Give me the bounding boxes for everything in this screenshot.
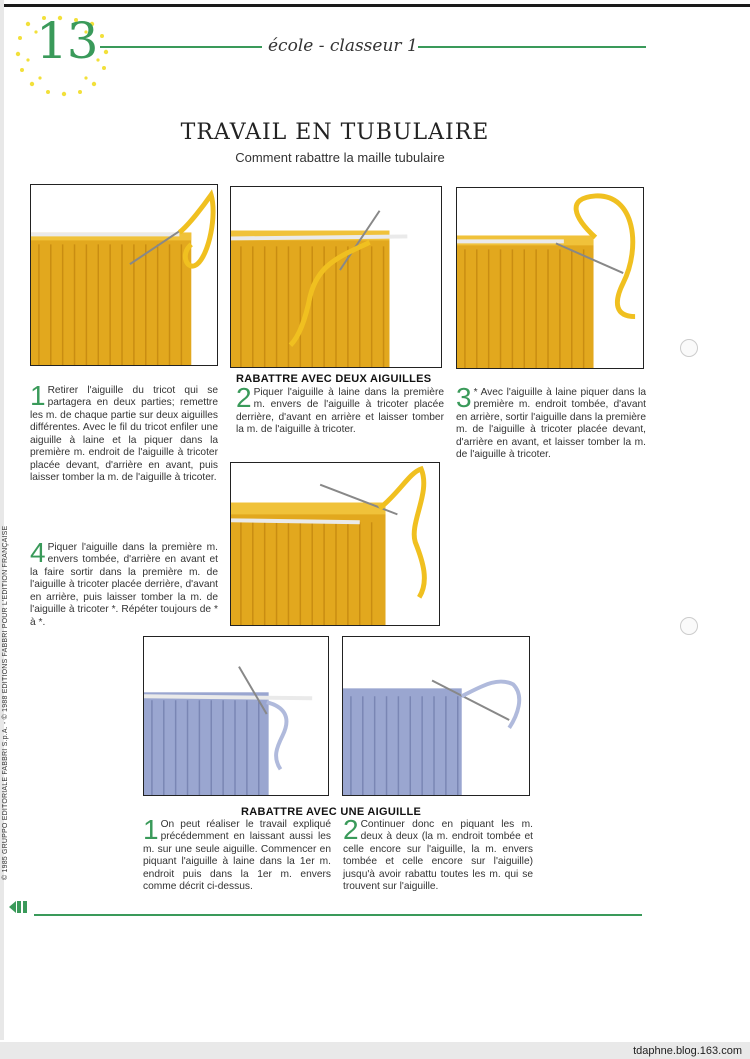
copyright-notice: © 1985 GRUPPO EDITORIALE FABBRI S.p.A. - © 1988 EDITIONS FABBRI POUR L'EDITION FRANÇAISE: [2, 525, 9, 880]
photo-step-4: [230, 462, 440, 626]
step-text: Continuer donc en piquant les m. deux à deux (la m. endroit tombée et celle encore sur l'aiguille, la m. envers tombée et celle encore sur l'aiguille) jusqu'à avoir rabattu toutes les m. qui se trouvent sur l'aiguille.: [343, 819, 533, 893]
step-1-one-needle: [143, 814, 331, 894]
step-number: 2: [236, 382, 252, 413]
heading-one-needle: RABATTRE AVEC UNE AIGUILLE: [241, 806, 422, 818]
binder-hole: [680, 617, 698, 635]
step-text: Piquer l'aiguille dans la première m. envers tombée, d'arrière en avant et la faire sortir dans la première m. de l'aiguille à tricoter placée derrière, d'avant en arrière, puis laisser tomber la m. de l'aiguille à tricoter *. Répéter toujours de * à *.: [30, 542, 218, 628]
page-subtitle: Comment rabattre la maille tubulaire: [235, 150, 445, 165]
photo-step-3: [456, 187, 644, 369]
step-text: On peut réaliser le travail expliqué précédemment en laissant aussi les m. sur une seule aiguille. Commencer en piquant l'aiguille à laine dans la 1er m. endroit puis dans la 1er m. envers comme décrit ci-dessus.: [143, 819, 331, 893]
step-number: 1: [143, 814, 159, 845]
heading-two-needles: RABATTRE AVEC DEUX AIGUILLES: [236, 373, 432, 385]
watermark: tdaphne.blog.163.com: [633, 1045, 742, 1057]
step-3-two-needles: [456, 382, 646, 462]
step-text: * Avec l'aiguille à laine piquer dans la première m. endroit tombée, d'avant en arrière, sortir l'aiguille dans la première m. de l'aiguille à tricoter placée devant, d'arrière en avant, et laisser tomber la m. de l'aiguille à tricoter.: [456, 387, 646, 461]
step-2-two-needles: [236, 382, 444, 437]
photo-step-2: [230, 186, 442, 368]
step-number: 2: [343, 814, 359, 845]
section-title: école - classeur 1: [268, 36, 418, 56]
step-number: 1: [30, 380, 46, 411]
step-text: Piquer l'aiguille à laine dans la première m. envers de l'aiguille à tricoter placée derrière, d'avant en arrière et laisser tomber la m. de l'aiguille à tricoter.: [236, 387, 444, 436]
header-rule-left: [100, 46, 262, 48]
header-rule-right: [418, 46, 646, 48]
step-2-one-needle: [343, 814, 533, 894]
photo-step-1: [30, 184, 218, 366]
photo-one-needle-1: [143, 636, 329, 796]
step-number: 4: [30, 537, 46, 568]
step-number: 3: [456, 382, 472, 413]
page-title: TRAVAIL EN TUBULAIRE: [180, 120, 490, 145]
footer-rule: [34, 914, 642, 916]
page-number: 13: [36, 12, 98, 70]
photo-one-needle-2: [342, 636, 530, 796]
step-text: Retirer l'aiguille du tricot qui se partagera en deux parties; remettre les m. de chaque partie sur deux aiguilles différentes. Avec le fil du tricot enfiler une aiguille à laine et la piquer dans la première m. endroit de l'aiguille à tricoter placée devant, d'arrière en avant, puis laisser tomber la m. de l'aiguille à tricoter.: [30, 385, 218, 484]
top-border: [0, 4, 750, 7]
step-4-two-needles: [30, 537, 218, 629]
step-1-two-needles: [30, 380, 218, 485]
binder-hole: [680, 339, 698, 357]
double-chevron-left-icon[interactable]: [7, 899, 29, 915]
